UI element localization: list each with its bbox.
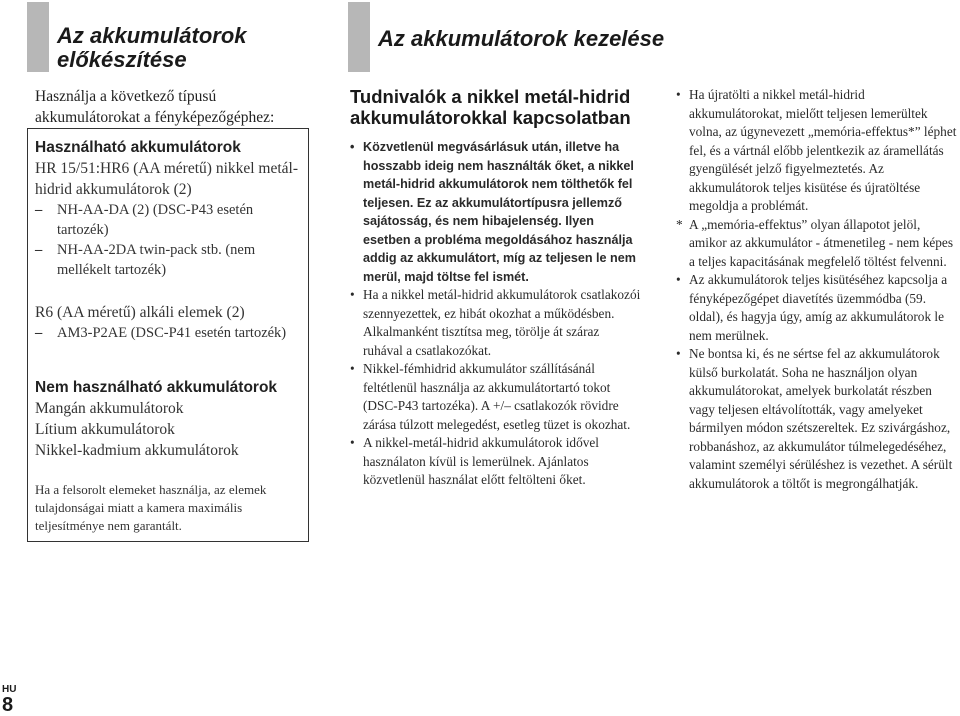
header-bar (27, 2, 49, 72)
usable-line: HR 15/51:HR6 (AA méretű) nikkel metál-hidrid akkumulátorok (2) (35, 160, 299, 198)
list-item: • Közvetlenül megvásárlásuk után, illetve ha hosszabb ideig nem használták őket, a nikkel metál-hidrid akkumulátorok nem tölthetők fel teljesen. Ez az akkumulátortípusra jellemző sajátosság, és nem hibajelenség. Ilyen esetben a probléma megoldásához használja addig az akkumulátort, míg az teljesen le nem merül, majd töltse fel ismét. (350, 140, 636, 284)
unusable-item: Mangán akkumulátorok (35, 400, 184, 417)
usable-dash-item: – NH-AA-2DA twin-pack stb. (nem mellékelt tartozék) (35, 240, 308, 280)
bullet-icon: • (676, 272, 681, 287)
left-title-line1: Az akkumulátorok (57, 23, 247, 48)
list-item: • Ne bontsa ki, és ne sértse fel az akkumulátorok külső burkolatát. Soha ne használjon olyan akkumulátorokat, amelyek burkolatát részben vagy teljesen eltávolították, vagy amelyeket bármilyen módon szétszereltek. Ez szivárgáshoz, robbanáshoz, az akkumulátor túlmelegedéséhez, valamint személyi sérüléshez is vezethet. A sérült akkumulátorok a töltőt is megrongálhatják. (676, 346, 953, 491)
bullet-icon: • (350, 361, 355, 376)
bullet-list (350, 138, 642, 490)
middle-column (350, 86, 642, 490)
list-item: • Az akkumulátorok teljes kisütéséhez kapcsolja a fényképezőgépet diavetítés üzemmódba (59. oldal), és hagyja úgy, amíg az akkumulátorok le nem merülnek. (676, 272, 948, 343)
page-marker (2, 684, 22, 715)
usable-heading: Használható akkumulátorok (35, 139, 241, 156)
unusable-heading: Nem használható akkumulátorok (35, 379, 278, 396)
bullet-icon: • (350, 287, 355, 302)
intro-text: Használja a következő típusú akkumulátorokat a fényképezőgéphez: (35, 88, 275, 126)
footnote-item: * A „memória-effektus” olyan állapotot jelöl, amikor az akkumulátor - átmenetileg - nem képes a teljes kapacitásának megfelelő töltést felvenni. (676, 216, 953, 269)
unusable-item: Lítium akkumulátorok (35, 421, 175, 438)
left-header (27, 2, 284, 72)
alkaline-dash-item: – AM3-P2AE (DSC-P41 esetén tartozék) (35, 323, 308, 343)
left-header-title (57, 24, 247, 72)
asterisk-icon: * (676, 216, 683, 232)
list-item: • Ha újratölti a nikkel metál-hidrid akkumulátorokat, mielőtt teljesen lemerültek volna, az úgynevezett „memória-effektus*” léphet fel, és a vártnál előbb jelentkezik az áramellátás gyengülését jelző figyelmeztetés. Az akkumulátorok teljes kisütése és újratöltése megoldja a problémát. (676, 87, 957, 213)
bullet-icon: • (676, 87, 681, 102)
right-column (676, 86, 960, 493)
unusable-item: Nikkel-kadmium akkumulátorok (35, 442, 239, 459)
header-bar (348, 2, 370, 72)
left-column (35, 86, 310, 128)
section-subheading: Tudnivalók a nikkel metál-hidrid akkumulátorokkal kapcsolatban (350, 86, 631, 128)
list-item: • Ha a nikkel metál-hidrid akkumulátorok csatlakozói szennyezettek, ez hibát okozhat a működésben. Alkalmanként tisztítsa meg, törölje át száraz ruhával a csatlakozókat. (350, 287, 641, 358)
battery-types-box (27, 128, 309, 542)
bullet-icon: • (350, 140, 355, 154)
usable-dash-item: – NH-AA-DA (2) (DSC-P43 esetén tartozék) (35, 200, 308, 240)
page-number: 8 (2, 694, 14, 716)
alkaline-line: R6 (AA méretű) alkáli elemek (2) (35, 304, 245, 321)
list-item: • Nikkel-fémhidrid akkumulátor szállításánál feltétlenül használja az akkumulátortartó tokot (DSC-P43 tartozéka). A +/– csatlakozók rövidre zárása túlzott melegedést, esetleg tüzet is okozhat. (350, 361, 631, 432)
language-code: HU (2, 684, 17, 695)
list-item: • A nikkel-metál-hidrid akkumulátorok idővel használaton kívül is lemerülnek. Ajánlatos közvetlenül használat előtt feltölteni őket. (350, 435, 599, 487)
left-title-line2: előkészítése (57, 47, 187, 72)
compatibility-note: Ha a felsorolt elemeket használja, az elemek tulajdonságai miatt a kamera maximális teljesítménye nem garantált. (35, 482, 267, 533)
bullet-icon: • (676, 346, 681, 361)
bullet-list (676, 86, 960, 493)
bullet-icon: • (350, 435, 355, 450)
right-header-title: Az akkumulátorok kezelése (378, 26, 665, 51)
right-header (348, 2, 960, 72)
